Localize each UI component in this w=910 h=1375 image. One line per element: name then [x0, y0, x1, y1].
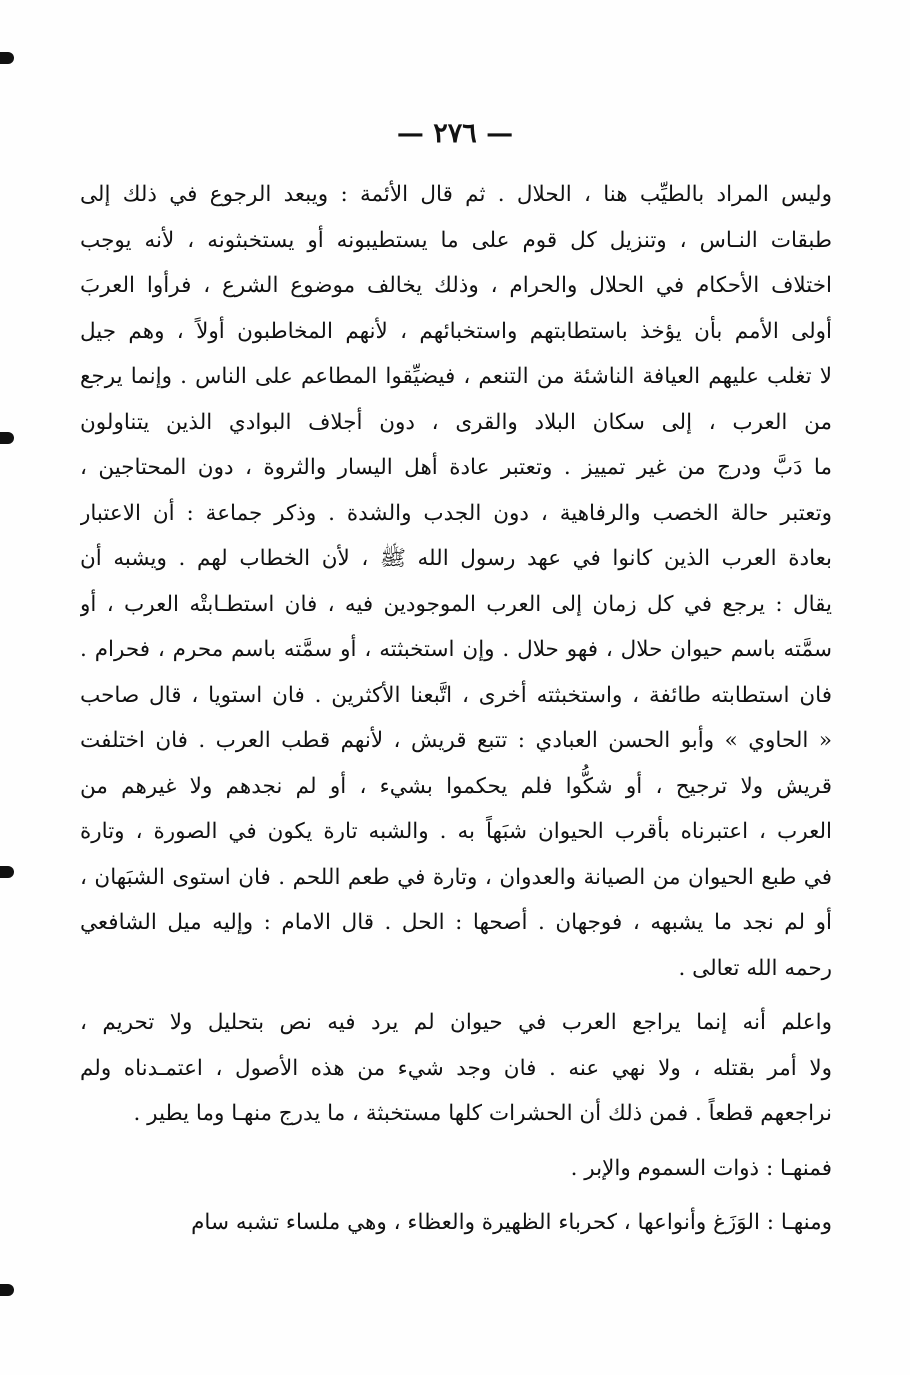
margin-mark	[0, 1284, 14, 1296]
text-line: فمنهـا : ذوات السموم والإبر .	[570, 1155, 832, 1181]
text-line: ما دَبَّ ودرج من غير تمييز . وتعتبر عادة أهل اليسار والثروة ، دون المحتاجين ،	[80, 455, 832, 480]
text-line: اختلاف الأحكام في الحلال والحرام ، وذلك يخالف موضوع الشرع ، فرأوا العربَ	[80, 273, 832, 298]
paragraph-gap	[80, 1191, 832, 1200]
text-line: ومنهـا : الوَزَغ وأنواعها ، كحرباء الظهيرة والعظاء ، وهي ملساء تشبه سام	[191, 1210, 832, 1235]
text-line: أو لم نجد ما يشبهه ، فوجهان . أصحها : الحل . قال الامام : وإليه ميل الشافعي	[80, 910, 832, 935]
paragraph-gap	[80, 991, 832, 1000]
text-line: طبقات النـاس ، وتنزيل كل قوم على ما يستطيبونه أو يستخبثونه ، لأنه يوجب	[80, 227, 832, 253]
margin-mark	[0, 866, 14, 878]
paragraph-gap	[80, 1137, 832, 1146]
text-line: في طبع الحيوان من الصيانة والعدوان ، وتارة في طعم اللحم . فان استوى الشبَهان ،	[80, 864, 832, 890]
text-line: وليس المراد بالطيِّب هنا ، الحلال . ثم قال الأئمة : ويبعد الرجوع في ذلك إلى	[80, 182, 832, 207]
paragraph	[80, 1146, 832, 1192]
body-text	[80, 172, 832, 1246]
text-line: العرب ، اعتبرناه بأقرب الحيوان شبَهاً به . والشبه تارة يكون في الصورة ، وتارة	[80, 819, 832, 844]
text-line: أولى الأمم بأن يؤخذ باستطابتهم واستخبائهم ، لأنهم المخاطبون أولاً ، وهم جيل	[80, 318, 832, 344]
paragraph	[80, 172, 832, 991]
text-line: وتعتبر حالة الخصب والرفاهية ، دون الجدب والشدة . وذكر جماعة : أن الاعتبار	[80, 500, 832, 526]
margin-mark	[0, 432, 14, 444]
paragraph	[80, 1000, 832, 1137]
paragraph	[80, 1200, 832, 1246]
text-line: قريش ولا ترجيح ، أو شكُّوا فلم يحكموا بشيء ، أو لم نجدهم ولا غيرهم من	[80, 773, 832, 799]
text-line: نراجعهم قطعاً . فمن ذلك أن الحشرات كلها مستخبثة ، ما يدرج منهـا وما يطير .	[133, 1101, 832, 1126]
text-line: واعلم أنه إنما يراجع العرب في حيوان لم يرد فيه نص بتحليل ولا تحريم ،	[80, 1010, 832, 1035]
text-line: سمَّته باسم حيوان حلال ، فهو حلال . وإن استخبثته ، أو سمَّته باسم محرم ، فحرام .	[80, 637, 832, 662]
text-line: من العرب ، إلى سكان البلاد والقرى ، دون أجلاف البوادي الذين يتناولون	[80, 409, 832, 435]
text-line: « الحاوي » وأبو الحسن العبادي : تتبع قريش ، لأنهم قطب العرب . فان اختلفت	[80, 728, 832, 753]
text-line: يقال : يرجع في كل زمان إلى العرب الموجودين فيه ، فان استطـابتْه العرب ، أو	[80, 591, 832, 617]
text-line: بعادة العرب الذين كانوا في عهد رسول الله ﷺ ، لأن الخطاب لهم . ويشبه أن	[80, 546, 832, 571]
text-line: ولا أمر بقتله ، ولا نهي عنه . فان وجد شيء من هذه الأصول ، اعتمـدناه ولم	[80, 1055, 832, 1081]
text-line: رحمه الله تعالى .	[678, 955, 832, 981]
text-line: فان استطابته طائفة ، واستخبثته أخرى ، اتَّبعنا الأكثرين . فان استويا ، قال صاحب	[80, 682, 832, 708]
margin-mark	[0, 52, 14, 64]
text-line: لا تغلب عليهم العيافة الناشئة من التنعم ، فيضيِّقوا المطاعم على الناس . وإنما يرجع	[80, 364, 832, 389]
page-number: — ٢٧٦ —	[396, 118, 514, 149]
